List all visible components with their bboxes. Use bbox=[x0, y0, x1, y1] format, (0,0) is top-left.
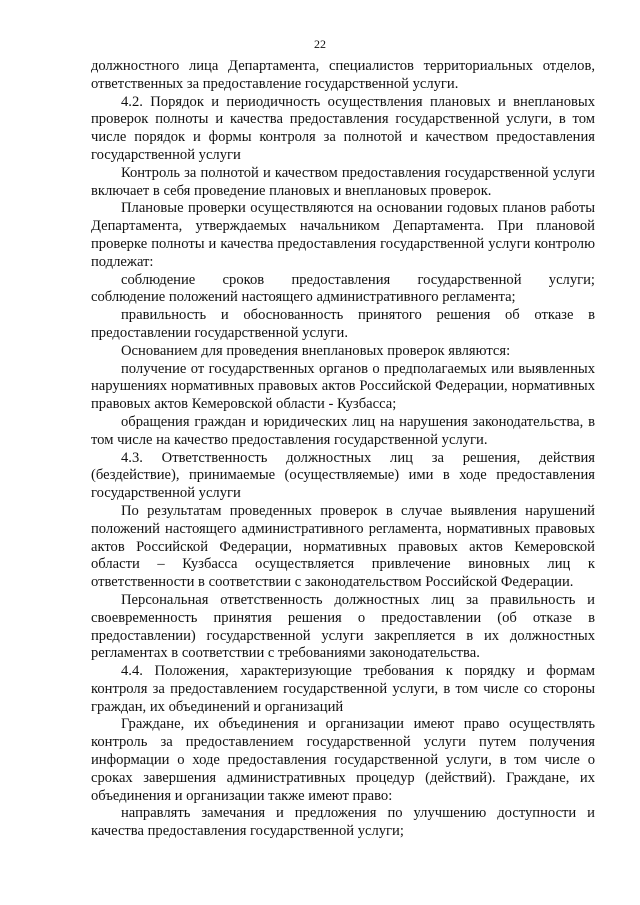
body-text bbox=[91, 58, 595, 841]
list-item: соблюдение сроков предоставления государственной услуги; bbox=[121, 271, 595, 288]
section-heading-4-3: 4.3. Ответственность должностных лиц за решения, действия (бездействие), принимаемые (осуществляемые) ими в ходе предоставления государственной услуги bbox=[91, 449, 595, 502]
paragraph: Контроль за полнотой и качеством предоставления государственной услуги включает в себя проведение плановых и внеплановых проверок. bbox=[91, 164, 595, 199]
list-item: обращения граждан и юридических лиц на нарушения законодательства, в том числе на качество предоставления государственной услуги. bbox=[91, 413, 595, 448]
section-heading-4-4: 4.4. Положения, характеризующие требования к порядку и формам контроля за предоставлением государственной услуги, в том числе со стороны граждан, их объединений и организаций bbox=[91, 663, 595, 715]
list-item: направлять замечания и предложения по улучшению доступности и качества предоставления государственной услуги; bbox=[91, 805, 595, 840]
list-item: получение от государственных органов о предполагаемых или выявленных нарушениях нормативных правовых актов Российской Федерации, нормативных правовых актов Кемеровской области - Кузбасса; bbox=[91, 360, 595, 413]
page-number: 22 bbox=[314, 37, 326, 51]
paragraph: должностного лица Департамента, специалистов территориальных отделов, ответственных за предоставление государственной услуги. bbox=[91, 58, 595, 92]
paragraph: Плановые проверки осуществляются на основании годовых планов работы Департамента, утверждаемых начальником Департамента. При плановой проверке полноты и качества предоставления государственной услуги контролю подлежат: bbox=[91, 200, 595, 270]
paragraph: Граждане, их объединения и организации имеют право осуществлять контроль за предоставлением государственной услуги путем получения информации о ходе предоставления государственной услуги, в том числе о сроках завершения административных процедур (действий). Граждане, их объединения и организации также имеют право: bbox=[91, 716, 595, 804]
list-item: соблюдение положений настоящего административного регламента; bbox=[91, 289, 516, 306]
section-heading-4-2: 4.2. Порядок и периодичность осуществления плановых и внеплановых проверок полноты и качества предоставления государственной услуги, в том числе порядок и формы контроля за полнотой и качеством предоставления государственной услуги bbox=[91, 93, 595, 163]
paragraph: Основанием для проведения внеплановых проверок являются: bbox=[121, 342, 511, 359]
paragraph: По результатам проведенных проверок в случае выявления нарушений положений настоящего административного регламента, нормативных правовых актов Российской Федерации, нормативных правовых актов Кемеровской области – Кузбасса осуществляется привлечение виновных лиц к ответственности в соответствии с законодательством Российской Федерации. bbox=[91, 502, 595, 591]
paragraph: Персональная ответственность должностных лиц за правильность и своевременность принятия решения о предоставлении (об отказе в предоставлении) государственной услуги закрепляется в их должностных регламентах в соответствии с требованиями законодательства. bbox=[91, 591, 595, 662]
list-item: правильность и обоснованность принятого решения об отказе в предоставлении государственной услуги. bbox=[91, 307, 595, 341]
